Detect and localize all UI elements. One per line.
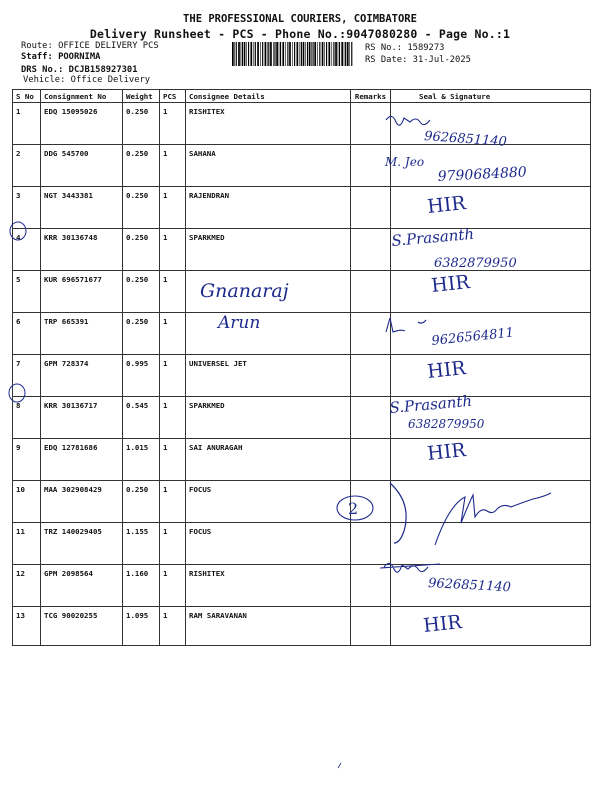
cell-consignment: EDQ 12781686 — [41, 439, 123, 481]
cell-consignee: RAM SARAVANAN — [186, 607, 351, 646]
cell-weight: 0.250 — [123, 145, 160, 187]
cell-remarks — [351, 271, 391, 313]
cell-signature — [391, 145, 591, 187]
cell-sno: 10 — [13, 481, 41, 523]
table-row — [13, 607, 591, 646]
cell-weight: 0.250 — [123, 187, 160, 229]
table-row — [13, 313, 591, 355]
cell-pcs: 1 — [160, 565, 186, 607]
drs-number: DRS No.: DCJB158927301 — [21, 65, 138, 75]
cell-remarks — [351, 313, 391, 355]
table-row — [13, 355, 591, 397]
cell-signature — [391, 229, 591, 271]
stray-mark — [338, 763, 341, 768]
table-row — [13, 397, 591, 439]
cell-weight: 1.160 — [123, 565, 160, 607]
handwritten-phone-8: 6382879950 — [408, 417, 485, 431]
cell-pcs: 1 — [160, 439, 186, 481]
cell-remarks — [351, 103, 391, 145]
cell-consignment: EDQ 15095026 — [41, 103, 123, 145]
cell-remarks — [351, 523, 391, 565]
cell-sno: 6 — [13, 313, 41, 355]
staff-text: Staff: POORNIMA — [21, 52, 101, 62]
cell-consignment: TCG 90020255 — [41, 607, 123, 646]
cell-consignment: TRZ 140029405 — [41, 523, 123, 565]
cell-signature — [391, 271, 591, 313]
cell-signature — [391, 439, 591, 481]
cell-sno: 11 — [13, 523, 41, 565]
col-header-weight: Weight — [123, 90, 160, 103]
cell-remarks — [351, 607, 391, 646]
cell-remarks — [351, 187, 391, 229]
cell-consignment: MAA 302908429 — [41, 481, 123, 523]
cell-weight: 0.250 — [123, 229, 160, 271]
cell-sno: 5 — [13, 271, 41, 313]
cell-consignment: KUR 696571677 — [41, 271, 123, 313]
cell-weight: 1.095 — [123, 607, 160, 646]
handwritten-phone-2: 9790684880 — [437, 164, 528, 185]
rs-number: RS No.: 1589273 — [365, 43, 445, 53]
cell-remarks — [351, 439, 391, 481]
runsheet-title: Delivery Runsheet - PCS - Phone No.:9047080280 - Page No.:1 — [89, 27, 511, 41]
company-title: THE PROFESSIONAL COURIERS, COIMBATORE — [183, 13, 417, 25]
col-header-consignment: Consignment No — [41, 90, 123, 103]
cell-consignee: RISHITEX — [186, 565, 351, 607]
cell-sno: 1 — [13, 103, 41, 145]
table-header-row — [13, 90, 591, 103]
table-row — [13, 439, 591, 481]
handwritten-name-4: S.Prasanth — [390, 224, 475, 250]
cell-consignment: NGT 3443381 — [41, 187, 123, 229]
handwritten-consignee-5: Gnanaraj — [200, 280, 289, 302]
cell-weight: 0.250 — [123, 103, 160, 145]
cell-signature — [391, 523, 591, 565]
cell-weight: 1.015 — [123, 439, 160, 481]
cell-signature — [391, 481, 591, 523]
cell-pcs: 1 — [160, 313, 186, 355]
cell-pcs: 1 — [160, 103, 186, 145]
cell-signature — [391, 397, 591, 439]
cell-consignee: FOCUS — [186, 523, 351, 565]
cell-consignee: SAHANA — [186, 145, 351, 187]
cell-remarks — [351, 355, 391, 397]
handwritten-phone-1: 9626851140 — [423, 129, 508, 150]
cell-pcs: 1 — [160, 481, 186, 523]
handwritten-mark-10: 2 — [348, 499, 359, 518]
handwritten-hir-13: HIR — [422, 611, 463, 637]
cell-pcs: 1 — [160, 355, 186, 397]
cell-consignment: TRP 665391 — [41, 313, 123, 355]
cell-remarks — [351, 481, 391, 523]
handwritten-phone-12: 9626851140 — [427, 576, 512, 596]
cell-consignee: UNIVERSEL JET — [186, 355, 351, 397]
cell-signature — [391, 313, 591, 355]
cell-pcs: 1 — [160, 523, 186, 565]
cell-sno: 2 — [13, 145, 41, 187]
cell-remarks — [351, 229, 391, 271]
table-row — [13, 565, 591, 607]
rs-date: RS Date: 31-Jul-2025 — [365, 55, 471, 65]
cell-consignment: KRR 30136748 — [41, 229, 123, 271]
cell-sno: 3 — [13, 187, 41, 229]
cell-weight: 0.995 — [123, 355, 160, 397]
cell-consignee — [186, 313, 351, 355]
table-row — [13, 187, 591, 229]
cell-sno: 13 — [13, 607, 41, 646]
cell-sno: 4 — [13, 229, 41, 271]
cell-consignment: GPM 2098564 — [41, 565, 123, 607]
cell-pcs: 1 — [160, 397, 186, 439]
col-header-pcs: PCS — [160, 90, 186, 103]
cell-signature — [391, 187, 591, 229]
cell-weight: 0.250 — [123, 313, 160, 355]
cell-consignee — [186, 271, 351, 313]
handwritten-phone-6: 9626564811 — [430, 325, 515, 349]
route-text: Route: OFFICE DELIVERY PCS — [21, 41, 159, 51]
table-row — [13, 271, 591, 313]
cell-pcs: 1 — [160, 271, 186, 313]
table-row — [13, 481, 591, 523]
cell-signature — [391, 103, 591, 145]
cell-signature — [391, 607, 591, 646]
cell-remarks — [351, 397, 391, 439]
cell-weight: 0.545 — [123, 397, 160, 439]
handwritten-name-8: S.Prasanth — [388, 391, 473, 417]
cell-sno: 8 — [13, 397, 41, 439]
cell-sno: 7 — [13, 355, 41, 397]
cell-remarks — [351, 565, 391, 607]
cell-consignee: SAI ANURAGAH — [186, 439, 351, 481]
cell-remarks — [351, 145, 391, 187]
col-header-consignee: Consignee Details — [186, 90, 351, 103]
cell-consignee: SPARKMED — [186, 229, 351, 271]
col-header-sno: S No — [13, 90, 41, 103]
table-row — [13, 523, 591, 565]
cell-signature — [391, 565, 591, 607]
cell-pcs: 1 — [160, 187, 186, 229]
cell-consignment: GPM 728374 — [41, 355, 123, 397]
handwritten-name-2: M. Jeo — [385, 155, 425, 169]
barcode — [232, 42, 355, 66]
handwritten-hir-9: HIR — [426, 439, 467, 465]
cell-sno: 12 — [13, 565, 41, 607]
table-row — [13, 229, 591, 271]
handwritten-phone-4: 6382879950 — [434, 256, 517, 271]
handwritten-hir-4: HIR — [430, 271, 471, 297]
handwritten-hir-3: HIR — [426, 192, 467, 218]
col-header-remarks: Remarks — [351, 90, 391, 103]
cell-weight: 0.250 — [123, 271, 160, 313]
cell-pcs: 1 — [160, 607, 186, 646]
cell-consignment: KRR 30136717 — [41, 397, 123, 439]
cell-consignment: DDG 545700 — [41, 145, 123, 187]
cell-consignee: FOCUS — [186, 481, 351, 523]
vehicle-text: Vehicle: Office Delivery — [23, 75, 151, 85]
cell-sno: 9 — [13, 439, 41, 481]
cell-weight: 0.250 — [123, 481, 160, 523]
table-row — [13, 103, 591, 145]
cell-signature — [391, 355, 591, 397]
cell-pcs: 1 — [160, 145, 186, 187]
cell-weight: 1.155 — [123, 523, 160, 565]
cell-consignee: RISHITEX — [186, 103, 351, 145]
col-header-signature: Seal & Signature — [391, 90, 591, 103]
table-row — [13, 145, 591, 187]
handwritten-hir-7: HIR — [426, 357, 467, 383]
cell-pcs: 1 — [160, 229, 186, 271]
runsheet-table — [12, 89, 591, 646]
cell-consignee: RAJENDRAN — [186, 187, 351, 229]
handwritten-consignee-6: Arun — [218, 313, 261, 333]
cell-consignee: SPARKMED — [186, 397, 351, 439]
